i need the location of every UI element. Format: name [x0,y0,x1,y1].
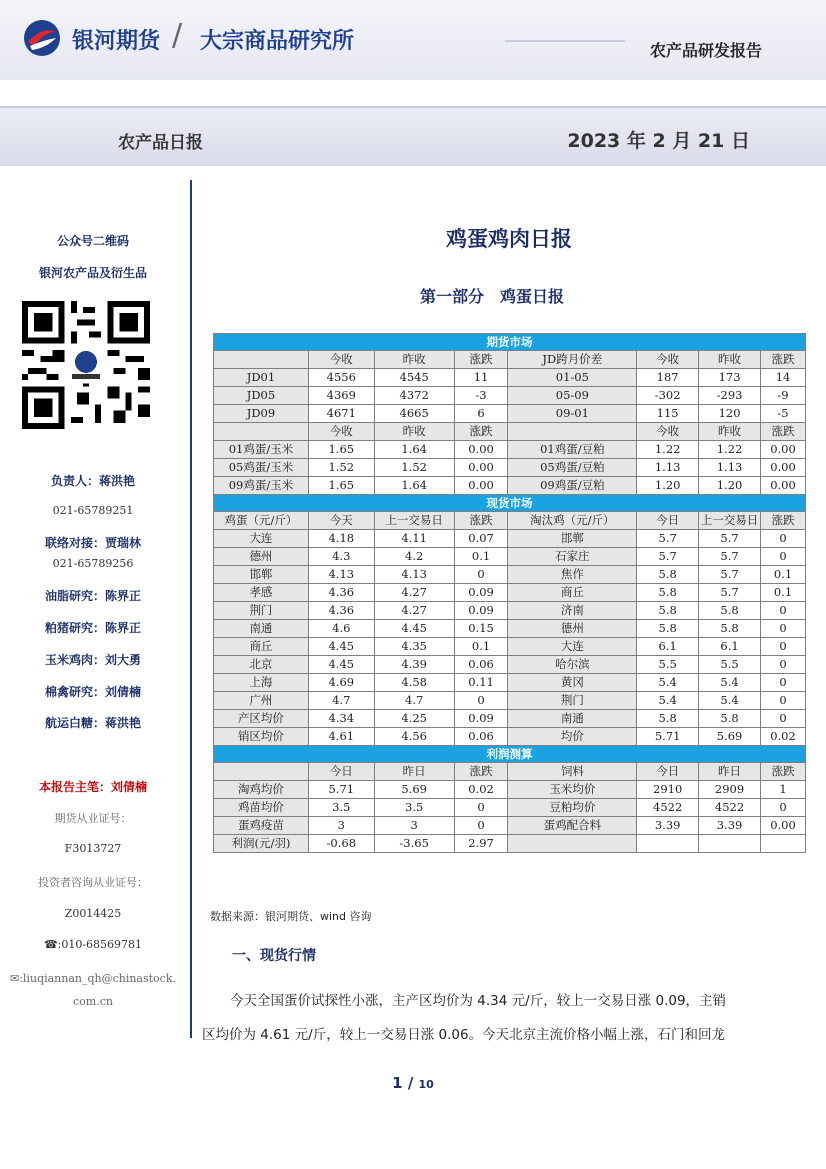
table-cell: 5.8 [637,710,699,728]
table-row [214,441,806,459]
table-cell [214,763,309,781]
table-cell: 5.71 [637,728,699,746]
table-row [214,692,806,710]
table-cell: -9 [761,387,806,405]
table-cell: 涨跌 [761,351,806,369]
table-cell: 荆门 [214,602,309,620]
table-row [214,369,806,387]
table-cell: 蛋鸡配合料 [508,817,637,835]
table-cell: 05-09 [508,387,637,405]
table-cell: 上一交易日 [699,512,761,530]
table-cell [508,835,637,853]
table-cell: 商丘 [214,638,309,656]
paragraph-line-2: 区均价为 4.61 元/斤，较上一交易日涨 0.06。今天北京主流价格小幅上涨，石门和回龙 [202,1027,726,1043]
table-cell: 3 [374,817,454,835]
table-cell: 1.52 [308,459,374,477]
table-cell: 05鸡蛋/豆粕 [508,459,637,477]
table-cell: 5.7 [699,548,761,566]
table-cell: 北京 [214,656,309,674]
page-header [0,0,826,80]
table-cell: 6.1 [699,638,761,656]
table-cell: 今收 [308,423,374,441]
table-cell: 哈尔滨 [508,656,637,674]
qr-title: 公众号二维码 [56,234,129,248]
table-row [214,620,806,638]
report-band [0,106,826,166]
table-cell: 0.00 [761,477,806,495]
report-title: 鸡蛋鸡肉日报 [446,227,572,251]
table-cell: 上一交易日 [374,512,454,530]
table-cell: 4.36 [308,602,374,620]
table-cell: 0.00 [761,441,806,459]
table-cell: 4.27 [374,584,454,602]
table-cell: 0 [454,817,508,835]
table-cell: 淘汰鸡（元/斤） [508,512,637,530]
page-separator: / [407,1074,414,1092]
table-cell: 上海 [214,674,309,692]
daily-name: 农产品日报 [118,133,203,153]
table-row [214,566,806,584]
section-title: 期货市场 [214,334,806,351]
futures-section-row [214,334,806,351]
table-cell: 0 [761,548,806,566]
table-cell: 饲料 [508,763,637,781]
table-cell: 0.00 [761,817,806,835]
table-cell: 涨跌 [761,423,806,441]
table-cell: 黄冈 [508,674,637,692]
table-cell: 5.71 [308,781,374,799]
table-cell: 4.18 [308,530,374,548]
table-cell: 涨跌 [454,512,508,530]
table-cell: 1.20 [699,477,761,495]
table-cell: 5.8 [637,566,699,584]
table-cell: 0.06 [454,728,508,746]
table-row [214,781,806,799]
table-cell: 3.5 [374,799,454,817]
table-cell: 0 [454,566,508,584]
table-cell [508,423,637,441]
table-cell: 0 [761,620,806,638]
table-row [214,459,806,477]
table-header-row [214,351,806,369]
section-spot-heading: 一、现货行情 [232,948,316,964]
table-cell: -3 [454,387,508,405]
table-cell: 蛋鸡疫苗 [214,817,309,835]
cotton-researcher: 棉禽研究：刘倩楠 [44,685,141,699]
profit-section-row [214,746,806,763]
table-cell: 09鸡蛋/豆粕 [508,477,637,495]
table-cell: 今天 [308,512,374,530]
table-cell: 5.7 [699,530,761,548]
table-cell: 6.1 [637,638,699,656]
table-cell: 3.39 [699,817,761,835]
table-cell: 0.02 [454,781,508,799]
table-cell: 南通 [214,620,309,638]
table-cell: 今收 [637,351,699,369]
table-cell: 5.5 [637,656,699,674]
table-cell: -293 [699,387,761,405]
table-cell: 涨跌 [454,763,508,781]
table-cell: 1.52 [374,459,454,477]
table-cell: 01鸡蛋/豆粕 [508,441,637,459]
table-cell: 石家庄 [508,548,637,566]
table-cell: 5.8 [699,602,761,620]
table-cell: 5.4 [637,692,699,710]
table-cell: 济南 [508,602,637,620]
table-cell: 鸡蛋（元/斤） [214,512,309,530]
galaxy-logo-icon [22,18,62,58]
table-cell: 鸡苗均价 [214,799,309,817]
table-cell: 187 [637,369,699,387]
table-cell: 0.1 [454,548,508,566]
table-cell: 5.4 [637,674,699,692]
meal-researcher: 粕猪研究：陈界正 [44,621,141,635]
table-cell: 0.09 [454,584,508,602]
table-cell: 均价 [508,728,637,746]
table-cell: 0 [761,638,806,656]
table-cell: 1.65 [308,477,374,495]
table-cell: JD09 [214,405,309,423]
table-cell: 3 [308,817,374,835]
table-cell: 0.00 [454,441,508,459]
table-cell: 昨日 [699,763,761,781]
table-cell: 涨跌 [761,512,806,530]
advisor-number: Z0014425 [64,907,122,920]
table-cell: 0.02 [761,728,806,746]
table-cell: 0 [454,692,508,710]
table-cell: 0.06 [454,656,508,674]
table-cell: JD跨月价差 [508,351,637,369]
table-cell: 豆粕均价 [508,799,637,817]
table-cell: 0.09 [454,602,508,620]
table-cell: 6 [454,405,508,423]
table-row [214,656,806,674]
table-cell: 邯郸 [214,566,309,584]
table-cell: 4.7 [374,692,454,710]
table-cell [699,835,761,853]
table-cell: 今收 [308,351,374,369]
table-cell: 2.97 [454,835,508,853]
table-cell [214,351,309,369]
table-cell: 昨收 [374,351,454,369]
table-cell: 1 [761,781,806,799]
table-cell: 4.25 [374,710,454,728]
table-cell [214,423,309,441]
table-row [214,835,806,853]
table-cell: 5.4 [699,692,761,710]
table-row [214,387,806,405]
page-current: 1 [392,1074,403,1092]
spot-paragraph [202,984,778,1052]
table-row [214,602,806,620]
institute-name: 大宗商品研究所 [200,29,355,54]
table-cell: 4372 [374,387,454,405]
table-cell: 4.58 [374,674,454,692]
table-cell: 今日 [308,763,374,781]
table-row [214,710,806,728]
table-cell: 4.3 [308,548,374,566]
table-cell: 4.6 [308,620,374,638]
table-cell: 0 [761,656,806,674]
table-cell: 利润(元/羽) [214,835,309,853]
table-cell: 大连 [214,530,309,548]
table-cell: 4.36 [308,584,374,602]
table-cell: 淘鸡均价 [214,781,309,799]
table-row [214,584,806,602]
table-cell: 0.1 [761,566,806,584]
table-cell: 0 [761,602,806,620]
table-cell: 涨跌 [761,763,806,781]
table-cell: 09-01 [508,405,637,423]
table-cell: 南通 [508,710,637,728]
leader-label: 负责人：蒋洪艳 [50,474,135,488]
table-cell: 5.7 [699,584,761,602]
contact-label: 联络对接：贾瑞林 [44,536,141,550]
table-cell: 115 [637,405,699,423]
table-cell: 荆门 [508,692,637,710]
table-cell: 焦作 [508,566,637,584]
table-cell: 5.69 [374,781,454,799]
table-cell: 5.8 [699,710,761,728]
table-cell: 1.22 [699,441,761,459]
table-cell: 2910 [637,781,699,799]
table-cell: 1.13 [699,459,761,477]
table-cell: 0.00 [761,459,806,477]
table-cell: 0 [761,799,806,817]
table-cell: 0.07 [454,530,508,548]
table-cell: 昨日 [374,763,454,781]
table-cell: 4556 [308,369,374,387]
table-cell: 0.09 [454,710,508,728]
table-row [214,799,806,817]
table-cell: 4.27 [374,602,454,620]
table-cell: 0 [454,799,508,817]
section-title: 现货市场 [214,495,806,512]
contact-phone: 021-65789256 [52,557,134,570]
table-row [214,530,806,548]
table-cell: 1.64 [374,477,454,495]
table-row [214,728,806,746]
qr-subtitle: 银河农产品及衍生品 [38,266,147,280]
table-row [214,477,806,495]
table-cell: 今收 [637,423,699,441]
table-cell: 0 [761,692,806,710]
table-cell: 今日 [637,763,699,781]
table-cell: 0.15 [454,620,508,638]
header-divider [505,40,625,42]
table-cell: 4.56 [374,728,454,746]
table-cell: JD01 [214,369,309,387]
table-cell: 涨跌 [454,423,508,441]
table-cell: 0.11 [454,674,508,692]
table-cell: 商丘 [508,584,637,602]
report-date: 2023 年 2 月 21 日 [567,130,750,152]
table-cell: 5.8 [637,584,699,602]
table-cell: 大连 [508,638,637,656]
table-cell: 4.13 [308,566,374,584]
data-source: 数据来源：银河期货、wind 咨询 [210,910,372,923]
table-header-row [214,763,806,781]
table-cell: JD05 [214,387,309,405]
table-cell: 4.45 [374,620,454,638]
table-cell: 涨跌 [454,351,508,369]
section-title: 利润测算 [214,746,806,763]
corn-researcher: 玉米鸡肉：刘大勇 [44,653,141,667]
table-cell: 5.7 [637,548,699,566]
page-total: 10 [418,1078,434,1091]
table-cell: 5.8 [637,620,699,638]
table-cell: 5.7 [699,566,761,584]
table-cell [761,835,806,853]
table-cell: 4522 [637,799,699,817]
table-cell: 0 [761,710,806,728]
part-heading: 第一部分 鸡蛋日报 [419,287,564,306]
spot-section-row [214,495,806,512]
table-cell: 1.64 [374,441,454,459]
table-cell: 0 [761,530,806,548]
table-row [214,638,806,656]
table-cell: 5.8 [699,620,761,638]
table-cell: 4665 [374,405,454,423]
table-cell: 4.13 [374,566,454,584]
table-row [214,674,806,692]
table-cell: 销区均价 [214,728,309,746]
table-cell: -3.65 [374,835,454,853]
contact-tel: ☎:010-68569781 [43,938,143,951]
table-cell: 昨收 [699,351,761,369]
table-cell: 0.00 [454,477,508,495]
contact-email-domain[interactable]: com.cn [73,995,113,1008]
table-cell: 玉米均价 [508,781,637,799]
table-cell: 今日 [637,512,699,530]
table-header-row [214,423,806,441]
contact-email[interactable]: ✉:liuqiannan_qh@chinastock. [9,972,176,985]
table-row [214,817,806,835]
table-cell: 0.1 [761,584,806,602]
license-number: F3013727 [64,842,122,855]
egg-data-table [213,333,806,853]
sidebar-divider [190,180,192,1038]
table-cell: 4.61 [308,728,374,746]
leader-phone: 021-65789251 [52,504,134,517]
table-header-row [214,512,806,530]
table-cell: 120 [699,405,761,423]
table-cell: 昨收 [374,423,454,441]
table-cell: 3.39 [637,817,699,835]
table-cell: 5.4 [699,674,761,692]
qr-code-icon [22,301,150,429]
table-cell: 4.7 [308,692,374,710]
table-cell: 4.11 [374,530,454,548]
table-cell: 2909 [699,781,761,799]
table-cell: 广州 [214,692,309,710]
brand-name: 银河期货 [72,29,161,54]
table-cell: 4.45 [308,656,374,674]
table-cell: 01-05 [508,369,637,387]
table-cell: 4671 [308,405,374,423]
table-cell: -5 [761,405,806,423]
table-cell: 0.00 [454,459,508,477]
table-cell: 4.45 [308,638,374,656]
sugar-researcher: 航运白糖：蒋洪艳 [44,716,141,730]
page-number [0,1074,826,1092]
table-cell: 3.5 [308,799,374,817]
table-cell: 09鸡蛋/玉米 [214,477,309,495]
paragraph-line-1: 今天全国蛋价试探性小涨，主产区均价为 4.34 元/斤，较上一交易日涨 0.09，主销 [230,993,727,1009]
oil-researcher: 油脂研究：陈界正 [44,589,141,603]
table-cell: 1.13 [637,459,699,477]
table-cell: 邯郸 [508,530,637,548]
table-cell: -0.68 [308,835,374,853]
table-cell: 德州 [508,620,637,638]
table-cell: 0 [761,674,806,692]
license-label: 期货从业证号： [54,812,132,825]
table-cell: 14 [761,369,806,387]
report-type: 农产品研发报告 [649,41,762,60]
table-cell: 1.65 [308,441,374,459]
table-cell: 4.34 [308,710,374,728]
table-cell: 昨收 [699,423,761,441]
table-cell: 4.2 [374,548,454,566]
report-author: 本报告主笔：刘倩楠 [38,780,147,794]
table-cell: 01鸡蛋/玉米 [214,441,309,459]
table-cell: 孝感 [214,584,309,602]
table-row [214,405,806,423]
table-cell: 5.69 [699,728,761,746]
table-cell: 4522 [699,799,761,817]
table-cell: 德州 [214,548,309,566]
table-cell: 1.22 [637,441,699,459]
table-cell: 173 [699,369,761,387]
table-cell: 5.7 [637,530,699,548]
table-cell: 11 [454,369,508,387]
table-cell: 4.69 [308,674,374,692]
table-cell: 产区均价 [214,710,309,728]
brand-separator: / [172,18,183,53]
table-cell: 5.5 [699,656,761,674]
table-cell [637,835,699,853]
table-cell: 0.1 [454,638,508,656]
table-cell: 1.20 [637,477,699,495]
table-cell: 4.39 [374,656,454,674]
table-cell: 4369 [308,387,374,405]
table-cell: 5.8 [637,602,699,620]
table-row [214,548,806,566]
advisor-label: 投资者咨询从业证号： [38,876,148,889]
table-cell: 4.35 [374,638,454,656]
table-cell: 05鸡蛋/玉米 [214,459,309,477]
table-cell: 4545 [374,369,454,387]
table-cell: -302 [637,387,699,405]
